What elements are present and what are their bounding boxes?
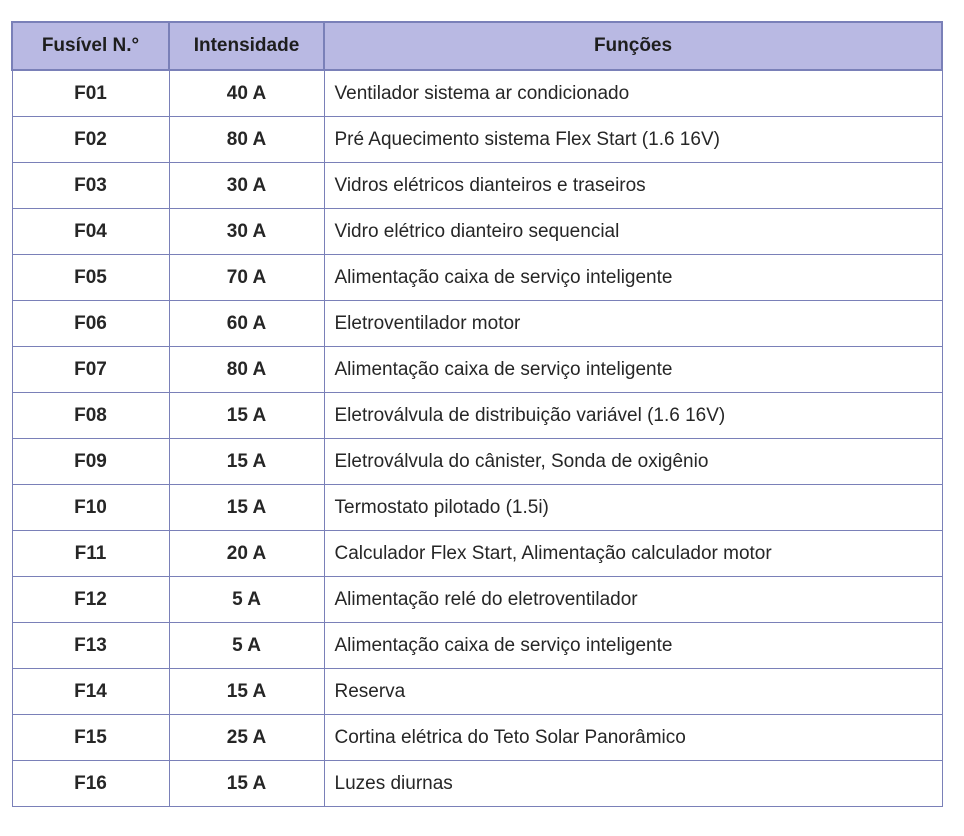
header-functions: Funções [324,22,942,70]
function-cell: Alimentação relé do eletroventilador [324,577,942,623]
table-row [12,117,942,163]
intensity-cell: 40 A [169,70,324,117]
function-cell: Alimentação caixa de serviço inteligente [324,623,942,669]
table-row [12,255,942,301]
fuse-number-cell: F13 [12,623,169,669]
intensity-cell: 15 A [169,761,324,807]
function-cell: Ventilador sistema ar condicionado [324,70,942,117]
table-row [12,623,942,669]
table-row [12,209,942,255]
table-row [12,761,942,807]
intensity-cell: 20 A [169,531,324,577]
function-cell: Alimentação caixa de serviço inteligente [324,347,942,393]
fuse-number-cell: F01 [12,70,169,117]
table-row [12,669,942,715]
function-cell: Reserva [324,669,942,715]
table-body [12,70,942,807]
table-row [12,715,942,761]
intensity-cell: 70 A [169,255,324,301]
intensity-cell: 15 A [169,393,324,439]
intensity-cell: 25 A [169,715,324,761]
function-cell: Alimentação caixa de serviço inteligente [324,255,942,301]
intensity-cell: 30 A [169,163,324,209]
fuse-table [11,21,943,807]
intensity-cell: 15 A [169,439,324,485]
function-cell: Pré Aquecimento sistema Flex Start (1.6 16V) [324,117,942,163]
function-cell: Vidros elétricos dianteiros e traseiros [324,163,942,209]
table-row [12,485,942,531]
header-row [12,22,942,70]
function-cell: Vidro elétrico dianteiro sequencial [324,209,942,255]
table-row [12,577,942,623]
fuse-number-cell: F14 [12,669,169,715]
intensity-cell: 15 A [169,485,324,531]
fuse-number-cell: F09 [12,439,169,485]
intensity-cell: 60 A [169,301,324,347]
intensity-cell: 5 A [169,577,324,623]
fuse-table-container [11,21,941,807]
intensity-cell: 30 A [169,209,324,255]
fuse-number-cell: F02 [12,117,169,163]
header-intensity: Intensidade [169,22,324,70]
intensity-cell: 80 A [169,347,324,393]
fuse-number-cell: F04 [12,209,169,255]
table-row [12,393,942,439]
header-fuse-number: Fusível N.° [12,22,169,70]
table-header [12,22,942,70]
fuse-number-cell: F10 [12,485,169,531]
table-row [12,347,942,393]
fuse-number-cell: F06 [12,301,169,347]
intensity-cell: 80 A [169,117,324,163]
function-cell: Calculador Flex Start, Alimentação calculador motor [324,531,942,577]
fuse-number-cell: F15 [12,715,169,761]
table-row [12,70,942,117]
fuse-number-cell: F11 [12,531,169,577]
fuse-number-cell: F08 [12,393,169,439]
fuse-number-cell: F03 [12,163,169,209]
function-cell: Termostato pilotado (1.5i) [324,485,942,531]
function-cell: Eletroválvula do cânister, Sonda de oxigênio [324,439,942,485]
fuse-number-cell: F07 [12,347,169,393]
table-row [12,301,942,347]
fuse-number-cell: F05 [12,255,169,301]
fuse-number-cell: F16 [12,761,169,807]
function-cell: Cortina elétrica do Teto Solar Panorâmico [324,715,942,761]
function-cell: Eletroválvula de distribuição variável (1.6 16V) [324,393,942,439]
table-row [12,531,942,577]
intensity-cell: 5 A [169,623,324,669]
fuse-number-cell: F12 [12,577,169,623]
function-cell: Eletroventilador motor [324,301,942,347]
intensity-cell: 15 A [169,669,324,715]
function-cell: Luzes diurnas [324,761,942,807]
table-row [12,439,942,485]
table-row [12,163,942,209]
